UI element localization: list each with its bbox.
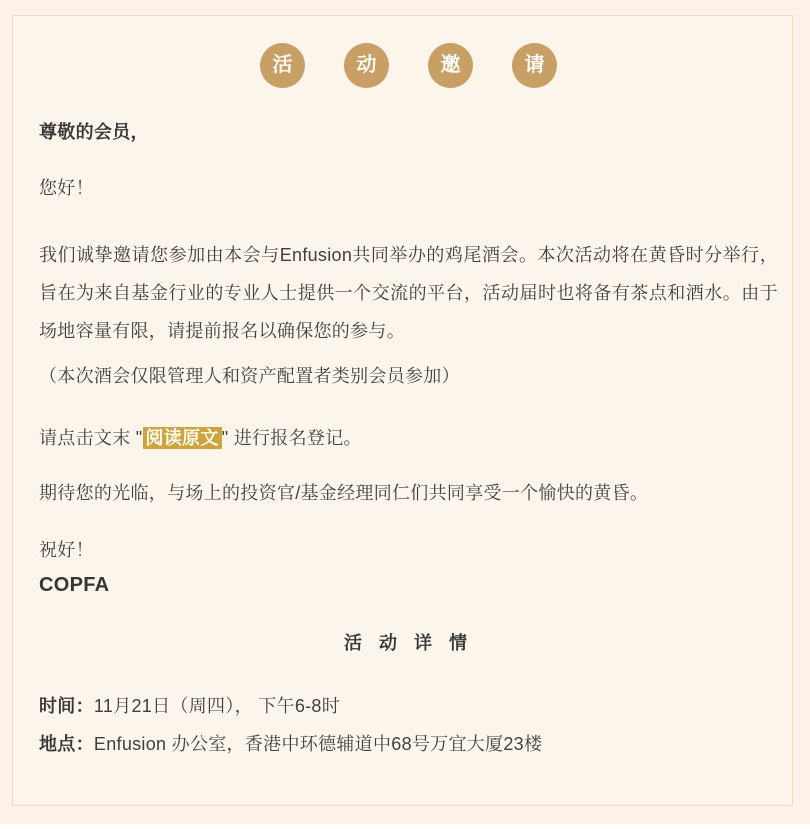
time-label: 时间：: [39, 696, 94, 716]
location-label: 地点：: [39, 734, 94, 754]
title-badges: [39, 43, 778, 88]
regards: 祝好！: [39, 540, 94, 560]
read-original-link[interactable]: 阅读原文: [143, 427, 222, 449]
event-time-line: [39, 687, 778, 725]
signature: COPFA: [39, 574, 110, 596]
title-badge-circle: 动: [344, 43, 389, 88]
details-heading: 活 动 详 情: [343, 633, 473, 653]
invitation-card: [12, 15, 793, 806]
salutation: 尊敬的会员，: [39, 122, 149, 142]
event-location-line: [39, 725, 778, 763]
body-paragraph: 我们诚挚邀请您参加由本会与Enfusion共同举办的鸡尾酒会。本次活动将在黄昏时分举行，旨在为来自基金行业的专业人士提供一个交流的平台，活动届时也将备有茶点和酒水。由于场地容量有限，请提前报名以确保您的参与。: [39, 245, 778, 341]
location-value: Enfusion 办公室，香港中环德辅道中68号万宜大厦23楼: [93, 734, 543, 754]
time-value: 11月21日（周四）， 下午6-8时: [93, 696, 341, 716]
restriction-note: （本次酒会仅限管理人和资产配置者类别会员参加）: [39, 366, 460, 386]
title-badge-circle: 请: [512, 43, 557, 88]
cta-suffix: " 进行报名登记。: [221, 428, 362, 448]
event-details: [39, 687, 778, 763]
title-badge-circle: 邀: [428, 43, 473, 88]
greeting: 您好！: [39, 178, 94, 198]
cta-prefix: 请点击文末 ": [39, 428, 143, 448]
title-badge-circle: 活: [260, 43, 305, 88]
cta-line: [39, 419, 778, 457]
closing-line: 期待您的光临，与场上的投资官/基金经理同仁们共同享受一个愉快的黄昏。: [39, 483, 649, 503]
